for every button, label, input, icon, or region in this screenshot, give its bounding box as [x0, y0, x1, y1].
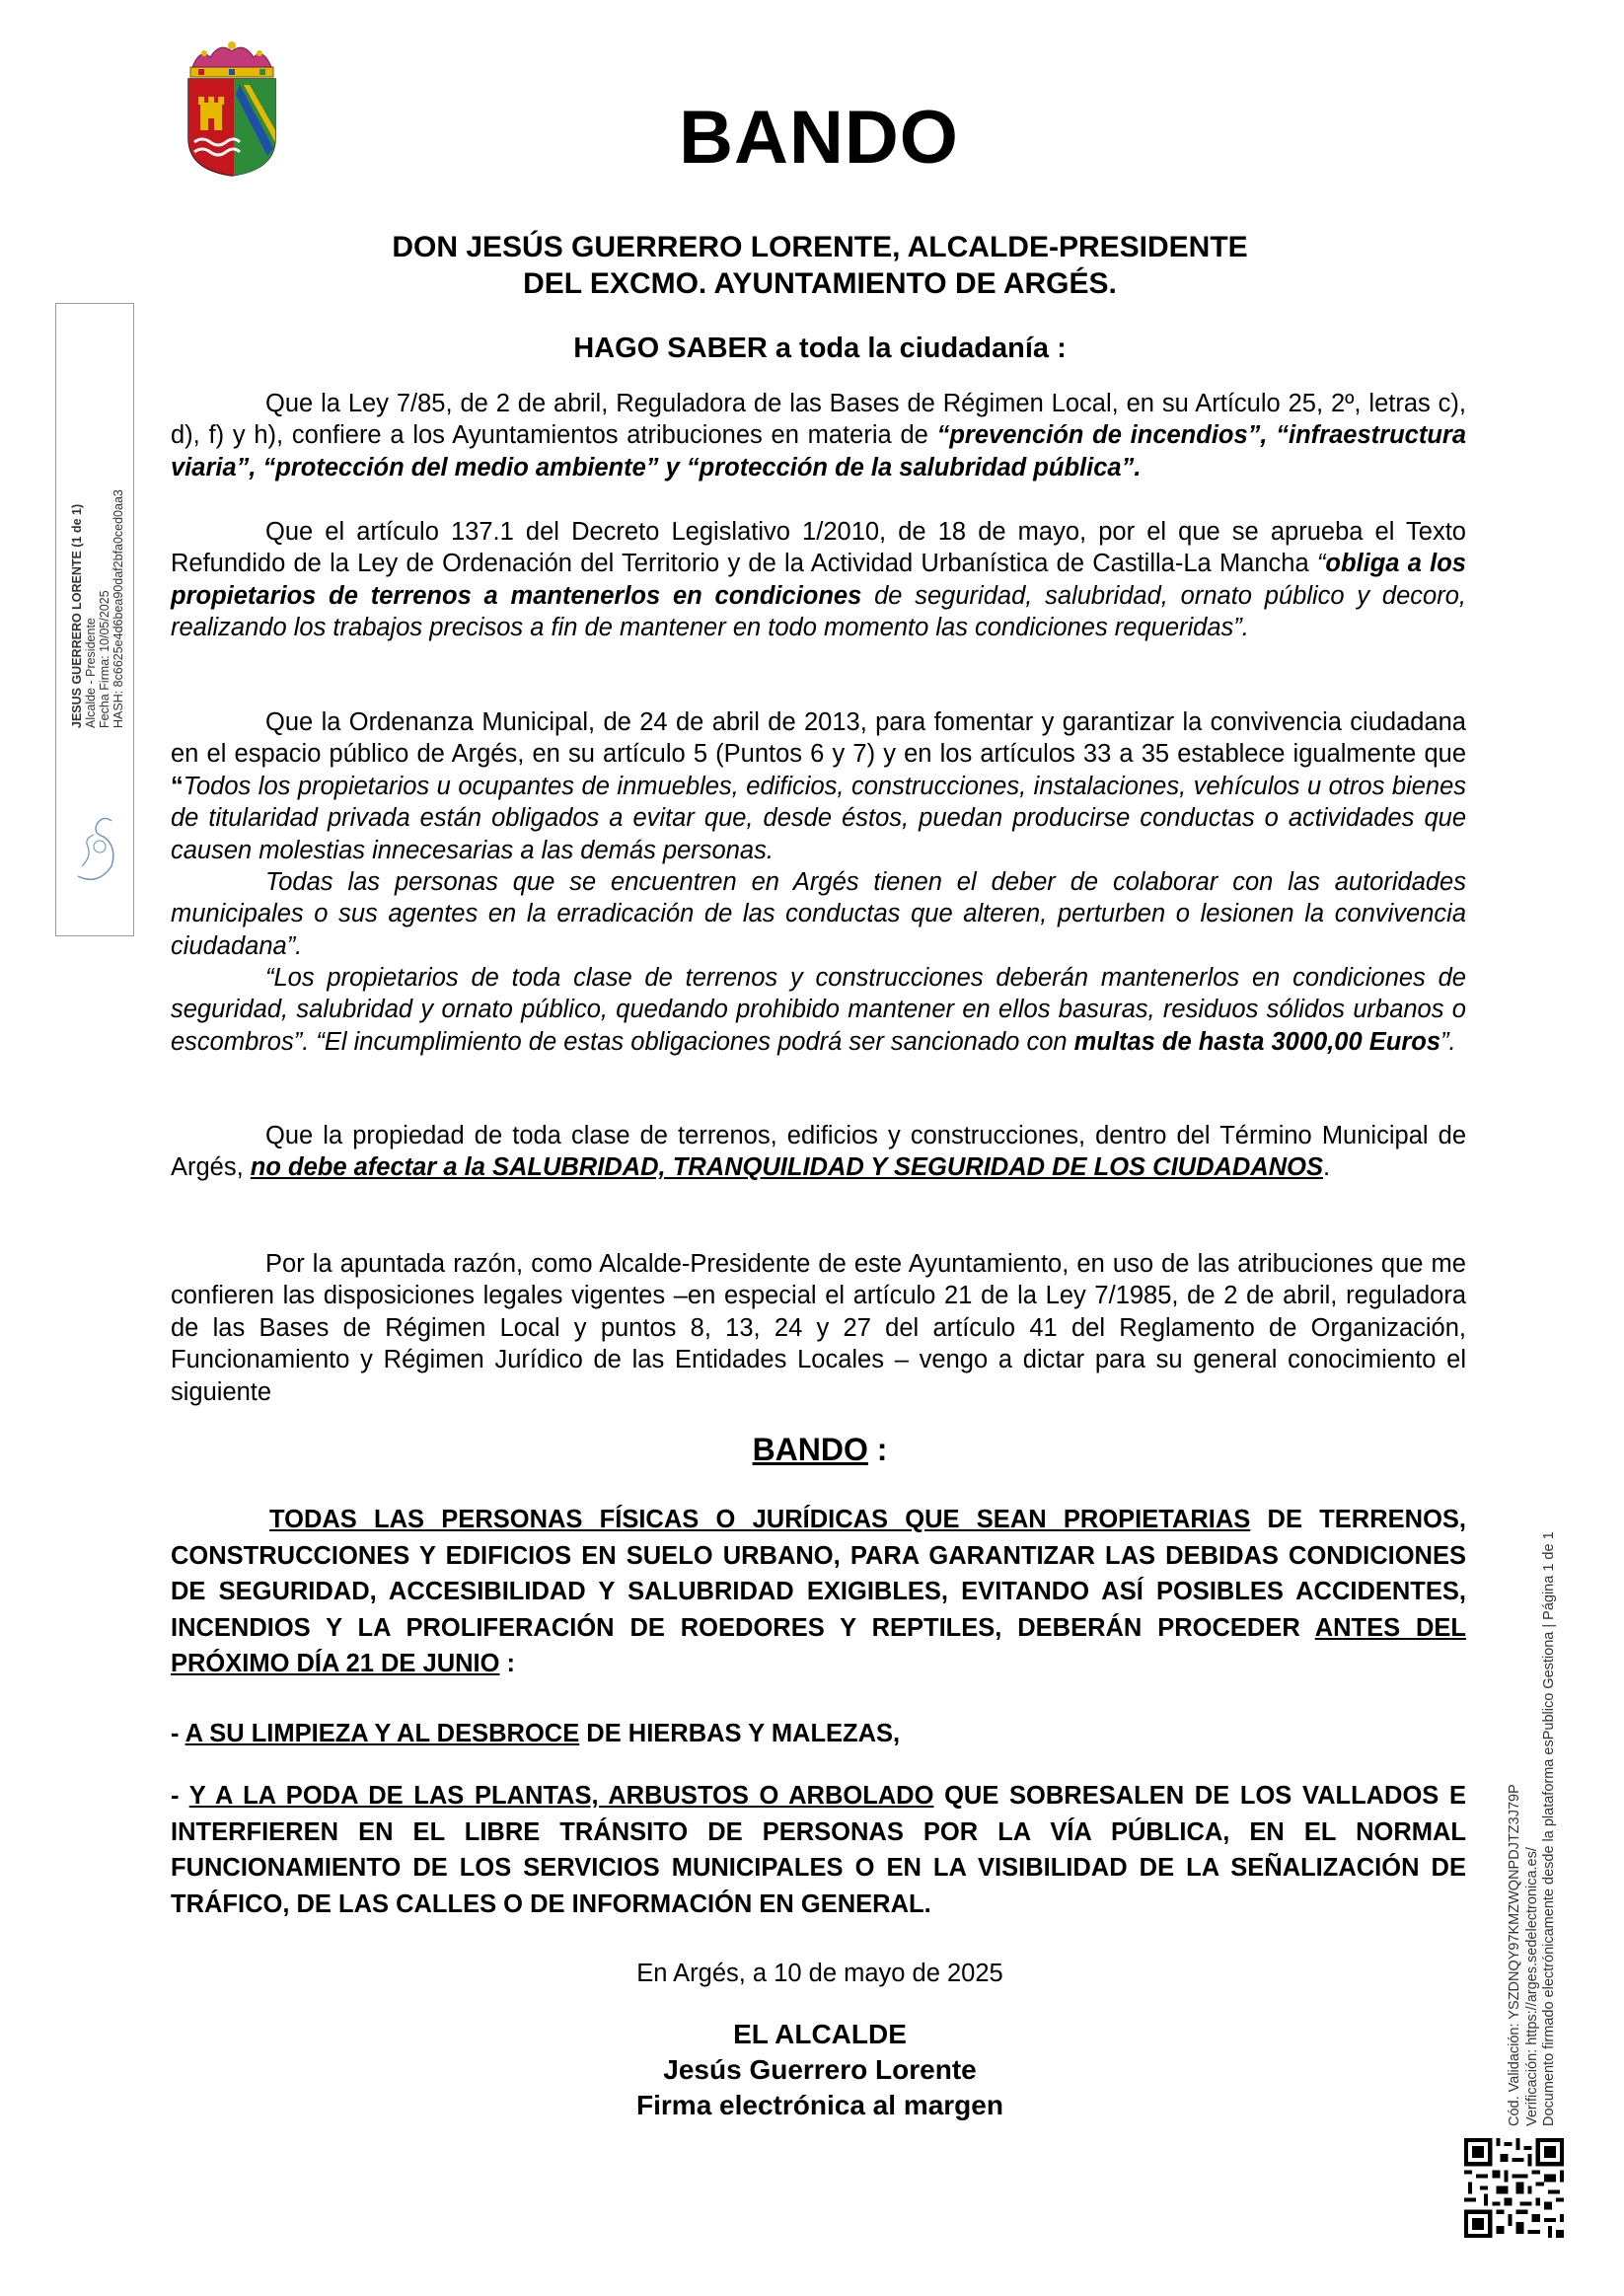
stamp-hash: HASH: 8c6625e4d6bea90daf2bfa0ced0aa3: [111, 489, 125, 728]
decree-text-1: DE TERRENOS, CONSTRUCCIONES Y EDIFICIOS EN SUELO URBANO, PARA GARANTIZAR LAS DEBIDAS CONDICIONES DE SEGURIDAD, ACCESIBILIDAD Y SALUBRIDAD EXIGIBLES, EVITANDO ASÍ POSIBLES ACCIDENTES, INCENDIOS Y LA PROLIFERACIÓN DE ROEDORES Y REPTILES, DEBERÁN PROCEDER: [171, 1506, 1466, 1642]
decree-underlined-1: TODAS LAS PERSONAS FÍSICAS O JURÍDICAS QUE SEAN PROPIETARIAS: [269, 1506, 1251, 1533]
stamp-role: Alcalde - Presidente: [84, 618, 98, 728]
paragraph-1: [171, 388, 1466, 483]
p1-text: Que la Ley 7/85, de 2 de abril, Reguladora de las Bases de Régimen Local, en su Artículo 25, 2º, letras c), d), f) y h), confiere a los Ayuntamientos atribuciones en materia de: [171, 390, 1466, 450]
place-date: En Argés, a 10 de mayo de 2025: [636, 1960, 1003, 1987]
item1-text: DE HIERBAS Y MALEZAS,: [579, 1720, 901, 1747]
mayor-line-1: DON JESÚS GUERRERO LORENTE, ALCALDE-PRESIDENTE: [392, 231, 1248, 263]
signature-note: Firma electrónica al margen: [636, 2090, 1003, 2120]
p3-text: Que la Ordenanza Municipal, de 24 de abril de 2013, para fomentar y garantizar la convivencia ciudadana en el espacio público de Argés, en su artículo 5 (Puntos 6 y 7) y en los artículos 33 a 35 establece igualmente que: [171, 708, 1466, 769]
p5-italic: “Los propietarios de toda clase de terrenos y construcciones deberán mantenerlos en condiciones de seguridad, salubridad y ornato público, quedando prohibido mantener en ellos basuras, residuos sólidos urbanos o escombros”. “El incumplimiento de estas obligaciones podrá ser sancionado con: [171, 964, 1466, 1056]
item2-underlined: Y A LA PODA DE LAS PLANTAS, ARBUSTOS O ARBOLADO: [188, 1782, 934, 1810]
p5-italic-end: ”.: [1440, 1027, 1456, 1056]
p1-bold: “prevención de incendios”, “infraestructura viaria”, “protección del medio ambiente” y “protección de la salubridad pública”.: [171, 421, 1466, 481]
shield-icon: [188, 79, 275, 176]
p4-italic: Todas las personas que se encuentren en Argés tienen el deber de colaborar con las autoridades municipales o sus agentes en la erradicación de las conductas que alteren, perturben o lesionen la convivencia ciudadana”.: [171, 868, 1466, 960]
paragraph-7: [171, 1248, 1466, 1408]
handwritten-signature-image: [68, 807, 123, 896]
decree-paragraph: [171, 1502, 1466, 1682]
stamp-date: Fecha Firma: 10/05/2025: [98, 590, 111, 728]
item2-text: QUE SOBRESALEN DE LOS VALLADOS E INTERFIEREN EN EL LIBRE TRÁNSITO DE PERSONAS POR LA VÍA PÚBLICA, EN EL NORMAL FUNCIONAMIENTO DE LOS SERVICIOS MUNICIPALES O EN LA VISIBILIDAD DE LA SEÑALIZACIÓN DE TRÁFICO, DE LAS CALLES O DE INFORMACIÓN EN GENERAL.: [171, 1782, 1466, 1918]
bando-subheading-word: BANDO: [752, 1432, 868, 1467]
item1-underlined: A SU LIMPIEZA Y AL DESBROCE: [185, 1720, 580, 1747]
crown-icon: [190, 41, 273, 77]
decree-deadline: ANTES DEL PRÓXIMO DÍA 21 DE JUNIO: [171, 1613, 1466, 1677]
item1-dash: -: [171, 1720, 185, 1747]
verification-code: Cód. Validación: YSZDNQY97KMZWQNPDJTZ3J79P: [1507, 1784, 1522, 2126]
hago-saber-heading: HAGO SABER a toda la ciudadanía :: [573, 333, 1067, 364]
document-title: BANDO: [679, 96, 959, 180]
paragraph-6: [171, 1120, 1466, 1184]
bando-subheading-colon: :: [867, 1432, 888, 1467]
mayor-line-2: DEL EXCMO. AYUNTAMIENTO DE ARGÉS.: [523, 267, 1117, 300]
paragraph-4: [171, 866, 1466, 962]
p7-text: Por la apuntada razón, como Alcalde-Presidente de este Ayuntamiento, en uso de las atribuciones que me confieren las disposiciones legales vigentes –en especial el artículo 21 de la Ley 7/1985, de 2 de abril, reguladora de las Bases de Régimen Local y puntos 8, 13, 24 y 27 del artículo 41 del Reglamento de Organización, Funcionamiento y Régimen Jurídico de las Entidades Locales – vengo a dictar para su general conocimiento el siguiente: [171, 1250, 1466, 1406]
signature-name: Jesús Guerrero Lorente: [663, 2054, 977, 2085]
p2-text: Que el artículo 137.1 del Decreto Legislativo 1/2010, de 18 de mayo, por el que se aprueba el Texto Refundido de la Ley de Ordenación del Territorio y de la Actividad Urbanística de Castilla-La Mancha: [171, 518, 1466, 578]
electronic-signature-stamp: [55, 303, 134, 936]
p3-quote-open: “: [171, 772, 184, 800]
item2-dash: -: [171, 1782, 189, 1810]
bando-subheading: [171, 1432, 1469, 1468]
p3-italic: Todos los propietarios u ocupantes de inmuebles, edificios, construcciones, instalaciones, vehículos u otros bienes de titularidad privada están obligados a evitar que, desde éstos, puedan producirse conductas o actividades que causen molestias innecesarias a las demás personas.: [171, 772, 1466, 864]
p6-text-end: .: [1322, 1153, 1331, 1182]
p6-text: Que la propiedad de toda clase de terrenos, edificios y construcciones, dentro del Término Municipal de Argés,: [171, 1122, 1466, 1182]
verification-url[interactable]: Verificación: https://arges.sedelectronica.es/: [1523, 1847, 1540, 2126]
p2-quote-open: “: [1316, 550, 1326, 578]
decree-item-2: [171, 1778, 1466, 1922]
coat-of-arms-logo: [181, 39, 283, 178]
stamp-signer: JESUS GUERRERO LORENTE (1 de 1): [70, 503, 84, 728]
p5-bold: multas de hasta 3000,00 Euros: [1073, 1027, 1440, 1056]
decree-item-1: [171, 1716, 1466, 1752]
signature-role: EL ALCALDE: [733, 2019, 907, 2049]
p2-bold: obliga a los propietarios de terrenos a mantenerlos en condiciones: [171, 550, 1466, 610]
p6-bold: no debe afectar a la SALUBRIDAD, TRANQUILIDAD Y SEGURIDAD DE LOS CIUDADANOS: [250, 1153, 1323, 1182]
paragraph-3: [171, 706, 1466, 866]
qr-code-icon[interactable]: [1464, 2138, 1564, 2238]
paragraph-5: [171, 962, 1466, 1058]
paragraph-2: [171, 516, 1466, 644]
verification-platform: Documento firmado electrónicamente desde la plataforma esPublico Gestiona | Página 1 de 1: [1541, 1531, 1557, 2126]
p2-italic: de seguridad, salubridad, ornato público y decoro, realizando los trabajos precisos a fin de mantener en todo momento las condiciones requeridas”.: [171, 581, 1466, 642]
decree-text-2: :: [499, 1650, 516, 1677]
